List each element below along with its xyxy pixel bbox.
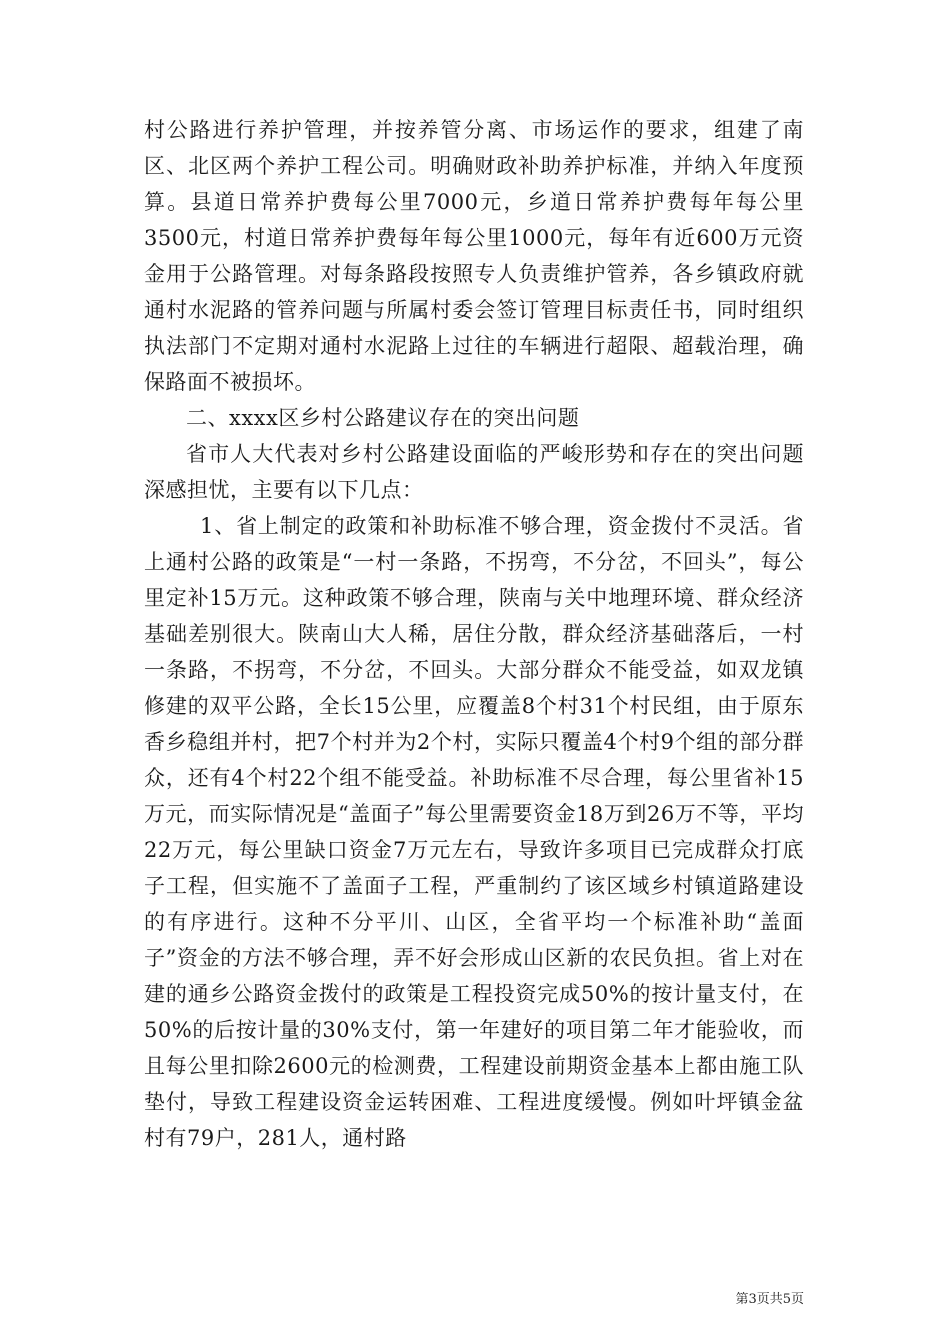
section-heading-problems: 二、xxxx区乡村公路建议存在的突出问题	[186, 406, 580, 430]
paragraph-representatives-concern: 省市人大代表对乡村公路建设面临的严峻形势和存在的突出问题深感担忧，主要有以下几点：	[144, 442, 804, 502]
paragraph-policy-issues: 1、省上制定的政策和补助标准不够合理，资金拨付不灵活。省上通村公路的政策是“一村一条路，不拐弯，不分岔，不回头”，每公里定补15万元。这种政策不够合理，陕南与关中地理环境、群众经济基础差别很大。陕南山大人稀，居住分散，群众经济基础落后，一村一条路，不拐弯，不分岔，不回头。大部分群众不能受益，如双龙镇修建的双平公路，全长15公里，应覆盖8个村31个村民组，由于原东香乡稳组并村，把7个村并为2个村，实际只覆盖4个村9个组的部分群众，还有4个村22个组不能受益。补助标准不尽合理，每公里省补15万元，而实际情况是“盖面子”每公里需要资金18万到26万不等，平均22万元，每公里缺口资金7万元左右，导致许多项目已完成群众打底子工程，但实施不了盖面子工程，严重制约了该区域乡村镇道路建设的有序进行。这种不分平川、山区，全省平均一个标准补助“盖面子”资金的方法不够合理，弄不好会形成山区新的农民负担。省上对在建的通乡公路资金拨付的政策是工程投资完成50%的按计量支付，在50%的后按计量的30%支付，第一年建好的项目第二年才能验收，而且每公里扣除2600元的检测费，工程建设前期资金基本上都由施工队垫付，导致工程建设资金运转困难、工程进度缓慢。例如叶坪镇金盆村有79户，281人，通村路	[144, 514, 804, 1150]
page-number-footer: 第3页共5页	[735, 1292, 804, 1307]
paragraph-road-maintenance: 村公路进行养护管理，并按养管分离、市场运作的要求，组建了南区、北区两个养护工程公司。明确财政补助养护标准，并纳入年度预算。县道日常养护费每公里7000元，乡道日常养护费每年每公里3500元，村道日常养护费每年每公里1000元，每年有近600万元资金用于公路管理。对每条路段按照专人负责维护管养，各乡镇政府就通村水泥路的管养问题与所属村委会签订管理目标责任书，同时组织执法部门不定期对通村水泥路上过往的车辆进行超限、超载治理，确保路面不被损坏。	[144, 118, 804, 394]
document-body	[144, 112, 804, 1156]
